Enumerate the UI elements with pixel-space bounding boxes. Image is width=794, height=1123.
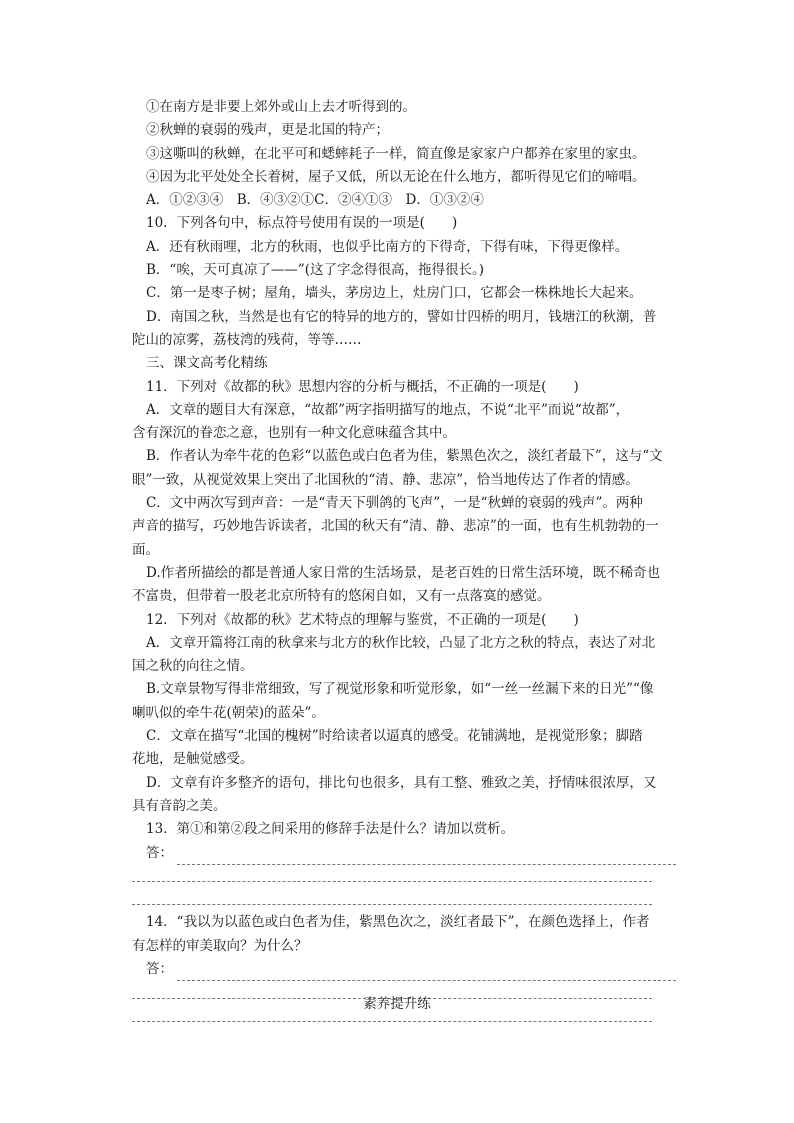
question-13: 13．第①和第②段之间采用的修辞手法是什么？请加以赏析。 [146,821,515,838]
question-10: 10．下列各句中，标点符号使用有误的一项是( ) [146,215,458,232]
option-b: B．“唉，天可真凉了——”(这了字念得很高，拖得很长。) [146,262,485,279]
option-c-cont: 面。 [132,541,159,558]
option-a: A．文章开篇将江南的秋拿来与北方的秋作比较，凸显了北方之秋的特点，表达了对北 [146,634,656,651]
option-c: C．第一是枣子树；屋角，墙头，茅房边上，灶房门口，它都会一株株地长大起来。 [146,285,643,302]
text-line: ②秋蝉的衰弱的残声，更是北国的特产； [146,122,389,139]
option-b: B.文章景物写得非常细致，写了视觉形象和听觉形象，如“一丝一丝漏下来的日光”“像 [146,681,654,698]
option-c: C．文中两次写到声音：一是“青天下驯鸽的飞声”，一是“秋蝉的衰弱的残声”。两种 [146,495,643,512]
answer-label: 答： [146,844,173,861]
text-line: ③这嘶叫的秋蝉，在北平可和蟋蟀耗子一样，简直像是家家户户都养在家里的家虫。 [146,145,646,162]
text-line: ①在南方是非要上郊外或山上去才听得到的。 [146,99,416,115]
option-c-cont: 花地，是触觉感受。 [132,751,254,768]
option-d-cont: 陀山的凉雾，荔枝湾的残荷，等等…… [132,331,362,348]
option-a: A．还有秋雨哩，北方的秋雨，也似乎比南方的下得奇，下得有味，下得更像样。 [146,238,629,255]
answer-blank[interactable] [132,888,676,911]
option-b: B．作者认为牵牛花的色彩“以蓝色或白色者为佳，紫黑色次之，淡红者最下”，这与“文 [146,448,663,465]
option-a-cont: 国之秋的向往之情。 [132,658,254,675]
section-title: 素养提升练 [363,996,431,1012]
question-14: 14．“我以为以蓝色或白色者为佳，紫黑色次之，淡红者最下”，在颜色选择上，作者 [146,914,650,931]
option-d-cont: 不富贵，但带着一股老北京所特有的悠闲自如，又有一点落寞的感觉。 [132,588,551,605]
answer-blank[interactable] [177,966,676,981]
answer-blank[interactable] [177,850,676,865]
option-d: D．文章有许多整齐的语句，排比句也很多，具有工整、雅致之美，抒情味很浓厚，又 [146,774,657,791]
option-b-cont: 眼”一致，从视觉效果上突出了北国秋的“清、静、悲凉”，恰当地传达了作者的情感。 [132,471,639,488]
option-b-cont: 喇叭似的牵牛花(朝荣)的蓝朵”。 [132,704,325,721]
answer-row-14[interactable] [146,958,676,981]
option-c-cont: 声音的描写，巧妙地告诉读者，北国的秋天有“清、静、悲凉”的一面，也有生机勃勃的一 [132,518,659,535]
text-line: ④因为北平处处全长着树，屋子又低，所以无论在什么地方，都听得见它们的啼唱。 [146,168,646,185]
option-d: D．南国之秋，当然是也有它的特异的地方的，譬如廿四桥的明月，钱塘江的秋潮，普 [146,308,657,325]
question-12: 12．下列对《故都的秋》艺术特点的理解与鉴赏，不正确的一项是( ) [146,611,579,628]
document-body [132,96,676,1028]
option-a-cont: 含有深沉的眷恋之意，也别有一种文化意味蕴含其中。 [132,425,456,442]
option-a: A．文章的题目大有深意，“故都”两字指明描写的地点，不说“北平”而说“故都”， [146,401,630,418]
question-11: 11．下列对《故都的秋》思想内容的分析与概括，不正确的一项是( ) [146,378,579,395]
section-heading: 三、课文高考化精练 [146,355,268,372]
option-c: C．文章在描写“北国的槐树”时给读者以逼真的感受。花铺满地，是视觉形象；脚踏 [146,728,643,745]
answer-blank[interactable] [132,865,676,888]
question-14-cont: 有怎样的审美取向？为什么？ [132,937,308,954]
option-d-cont: 具有音韵之美。 [132,797,227,814]
answer-label: 答： [146,960,173,977]
answer-row-13[interactable] [146,842,676,865]
options-line: A．①②③④ B．④③②①C．②④①③ D．①③②④ [146,192,484,209]
option-d: D.作者所描绘的都是普通人家日常的生活场景，是老百姓的日常生活环境，既不稀奇也 [146,564,661,581]
